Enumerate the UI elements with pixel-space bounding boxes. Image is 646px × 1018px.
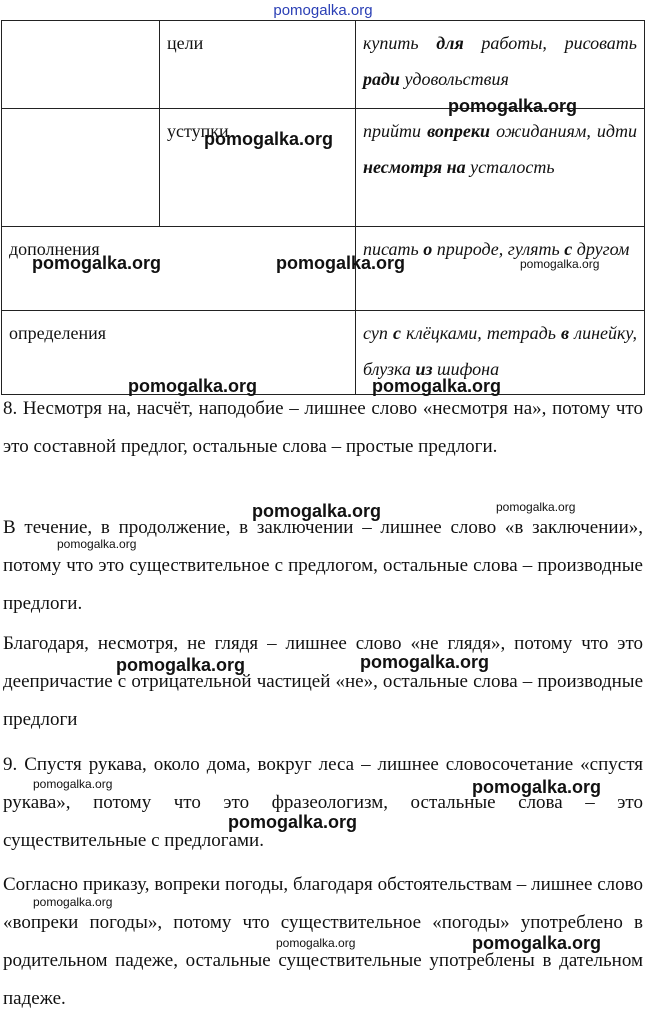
example-text: клёцками, тетрадь	[401, 323, 562, 343]
preposition-highlight: о	[423, 239, 433, 259]
table-row	[2, 311, 645, 395]
table-cell-category: дополнения	[2, 227, 356, 311]
watermark: pomogalka.org	[372, 376, 502, 396]
example-text: работы, рисовать	[463, 33, 637, 53]
watermark: pomogalka.org	[472, 933, 602, 953]
watermark: pomogalka.org	[472, 777, 602, 797]
example-text: природе, гулять	[432, 239, 565, 259]
answer-paragraph: 8. Несмотря на, насчёт, наподобие – лишнее слово «несмотря на», потому что это составной предлог, остальные слова – простые предлоги.	[3, 398, 643, 457]
preposition-highlight: вопреки	[427, 121, 491, 141]
preposition-highlight: для	[436, 33, 464, 53]
watermark: pomogalka.org	[128, 376, 258, 396]
example-text: суп	[363, 323, 393, 343]
example-text: купить	[363, 33, 437, 53]
preposition-highlight: несмотря на	[363, 157, 466, 177]
preposition-highlight: из	[415, 359, 433, 379]
example-text: прийти	[363, 121, 428, 141]
table-row	[2, 109, 645, 227]
table-cell-empty	[2, 109, 160, 227]
watermark: pomogalka.org	[33, 895, 113, 909]
watermark: pomogalka.org	[228, 812, 358, 832]
site-header: pomogalka.org	[273, 2, 373, 19]
watermark: pomogalka.org	[57, 537, 137, 551]
answer-paragraph: Благодаря, несмотря, не глядя – лишнее слово «не глядя», потому что это деепричастие с отрицательной частицей «не», остальные слова – производные предлоги	[3, 633, 643, 730]
answer-paragraph: Согласно приказу, вопреки погоды, благодаря обстоятельствам – лишнее слово «вопреки погоды», потому что существительное «погоды» употреблено в родительном падеже, остальные существительные употреблены в дательном падеже.	[3, 874, 643, 1009]
table-cell-empty	[2, 21, 160, 109]
table-cell-category: уступки	[160, 109, 356, 227]
example-text: удовольствия	[399, 69, 509, 89]
watermark: pomogalka.org	[116, 655, 246, 675]
example-text: шифона	[432, 359, 500, 379]
preposition-highlight: с	[564, 239, 573, 259]
watermark: pomogalka.org	[360, 652, 490, 672]
table-cell-category: определения	[2, 311, 356, 395]
example-text: усталость	[465, 157, 555, 177]
prepositions-table	[1, 20, 645, 395]
watermark: pomogalka.org	[276, 936, 356, 950]
preposition-highlight: ради	[363, 69, 400, 89]
watermark: pomogalka.org	[496, 500, 576, 514]
watermark: pomogalka.org	[33, 777, 113, 791]
preposition-highlight: с	[393, 323, 401, 343]
answer-paragraph: В течение, в продолжение, в заключении – лишнее слово «в заключении», потому что это существительное с предлогом, остальные слова – производные предлоги.	[3, 517, 643, 614]
example-text: писать	[363, 239, 424, 259]
answer-paragraph: 9. Спустя рукава, около дома, вокруг леса – лишнее словосочетание «спустя рукава», потому что это фразеологизм, остальные слова – это существительные с предлогами.	[3, 754, 643, 851]
example-text: другом	[572, 239, 630, 259]
example-text: линейку, блузка	[363, 323, 638, 379]
watermark: pomogalka.org	[448, 96, 578, 116]
preposition-highlight: в	[561, 323, 570, 343]
table-cell-example	[356, 109, 645, 227]
watermark: pomogalka.org	[520, 257, 600, 271]
watermark: pomogalka.org	[204, 129, 334, 149]
table-cell-category: цели	[160, 21, 356, 109]
watermark: pomogalka.org	[32, 253, 162, 273]
watermark: pomogalka.org	[252, 501, 382, 521]
watermark: pomogalka.org	[276, 253, 406, 273]
example-text: ожиданиям, идти	[490, 121, 638, 141]
